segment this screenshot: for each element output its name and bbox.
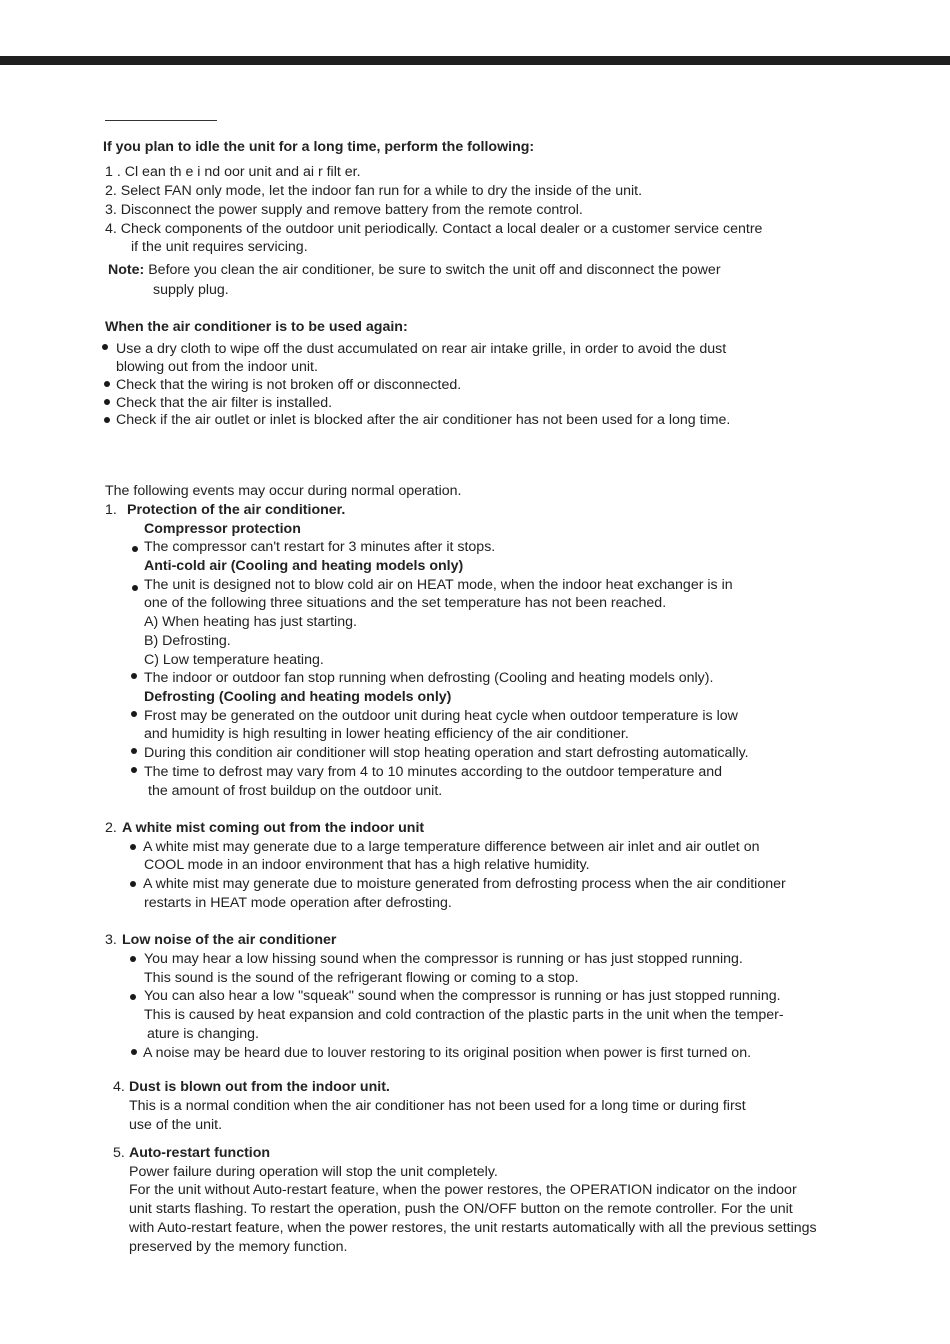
anti-cold-line-1: The unit is designed not to blow cold air on HEAT mode, when the indoor heat exchanger is in (144, 577, 733, 593)
event-2-title: A white mist coming out from the indoor unit (122, 820, 425, 836)
note-label: Note: (108, 262, 145, 278)
reuse-item-2: Check that the wiring is not broken off or disconnected. (116, 377, 462, 393)
defrost-line-5: the amount of frost buildup on the outdoor unit. (148, 783, 443, 799)
noise-line-3: You can also hear a low "squeak" sound when the compressor is running or has just stopped running. (144, 988, 781, 1004)
mist-line-1: A white mist may generate due to a large temperature difference between air inlet and air outlet on (143, 839, 760, 855)
dust-line-2: use of the unit. (129, 1117, 223, 1133)
storage-step-1: 1 . Cl ean th e i nd oor unit and ai r filt er. (105, 164, 361, 180)
bullet-icon (104, 399, 110, 405)
anti-cold-case-c: C) Low temperature heating. (144, 652, 324, 668)
bullet-icon (131, 748, 137, 754)
event-3-title: Low noise of the air conditioner (122, 932, 337, 948)
storage-step-4: 4. Check components of the outdoor unit periodically. Contact a local dealer or a customer service centre (105, 221, 763, 237)
storage-note (108, 261, 721, 279)
bullet-icon (132, 585, 138, 591)
note-text-cont: supply plug. (153, 282, 229, 298)
noise-line-6: A noise may be heard due to louver restoring to its original position when power is first turned on. (143, 1045, 752, 1061)
auto-restart-line-1: Power failure during operation will stop the unit completely. (129, 1164, 498, 1180)
anti-cold-fan-note: The indoor or outdoor fan stop running when defrosting (Cooling and heating models only). (144, 670, 714, 686)
dust-line-1: This is a normal condition when the air conditioner has not been used for a long time or during first (129, 1098, 746, 1114)
anti-cold-case-b: B) Defrosting. (144, 633, 231, 649)
noise-line-4: This is caused by heat expansion and cold contraction of the plastic parts in the unit when the temper- (144, 1007, 784, 1023)
event-4-title: Dust is blown out from the indoor unit. (129, 1079, 390, 1095)
event-1-title: Protection of the air conditioner. (127, 502, 346, 518)
reuse-item-4: Check if the air outlet or inlet is blocked after the air conditioner has not been used for a long time. (116, 412, 731, 428)
defrost-line-4: The time to defrost may vary from 4 to 10 minutes according to the outdoor temperature and (144, 764, 723, 780)
bullet-icon (131, 711, 137, 717)
mist-line-2: COOL mode in an indoor environment that has a high relative humidity. (144, 857, 590, 873)
anti-cold-title: Anti-cold air (Cooling and heating models only) (144, 558, 464, 574)
noise-line-2: This sound is the sound of the refrigerant flowing or coming to a stop. (144, 970, 579, 986)
event-5-title: Auto-restart function (129, 1145, 271, 1161)
reuse-item-3: Check that the air filter is installed. (116, 395, 333, 411)
bullet-icon (132, 546, 138, 552)
event-1-number: 1. (105, 502, 117, 518)
auto-restart-line-3: unit starts flashing. To restart the operation, push the ON/OFF button on the remote controller. For the unit (129, 1201, 793, 1217)
anti-cold-line-2: one of the following three situations and the set temperature has not been reached. (144, 595, 667, 611)
defrosting-title: Defrosting (Cooling and heating models only) (144, 689, 452, 705)
auto-restart-line-5: preserved by the memory function. (129, 1239, 348, 1255)
storage-step-3: 3. Disconnect the power supply and remove battery from the remote control. (105, 202, 583, 218)
note-text: Before you clean the air conditioner, be sure to switch the unit off and disconnect the power (148, 262, 721, 278)
bullet-icon (102, 344, 108, 350)
noise-line-1: You may hear a low hissing sound when the compressor is running or has just stopped running. (144, 951, 743, 967)
reuse-item-1: Use a dry cloth to wipe off the dust accumulated on rear air intake grille, in order to avoid the dust (116, 341, 727, 357)
event-4-number: 4. (113, 1079, 125, 1095)
bullet-icon (131, 767, 137, 773)
storage-step-2: 2. Select FAN only mode, let the indoor fan run for a while to dry the inside of the unit. (105, 183, 643, 199)
compressor-protection-text: The compressor can't restart for 3 minutes after it stops. (144, 539, 496, 555)
bullet-icon (130, 994, 136, 1000)
bullet-icon (130, 956, 136, 962)
defrost-line-1: Frost may be generated on the outdoor unit during heat cycle when outdoor temperature is low (144, 708, 738, 724)
reuse-heading: When the air conditioner is to be used again: (105, 319, 408, 335)
defrost-line-3: During this condition air conditioner will stop heating operation and start defrosting automatically. (144, 745, 749, 761)
compressor-protection-title: Compressor protection (144, 521, 301, 537)
event-2-number: 2. (105, 820, 117, 836)
bullet-icon (130, 881, 136, 887)
defrost-line-2: and humidity is high resulting in lower heating efficiency of the air conditioner. (144, 726, 629, 742)
section-title-rule (105, 120, 217, 121)
anti-cold-case-a: A) When heating has just starting. (144, 614, 357, 630)
storage-step-4-cont: if the unit requires servicing. (131, 239, 308, 255)
event-5-number: 5. (113, 1145, 125, 1161)
bullet-icon (131, 673, 137, 679)
mist-line-3: A white mist may generate due to moisture generated from defrosting process when the air conditioner (143, 876, 786, 892)
event-3-number: 3. (105, 932, 117, 948)
auto-restart-line-4: with Auto-restart feature, when the power restores, the unit restarts automatically with all the previous settings (129, 1220, 817, 1236)
reuse-item-1-cont: blowing out from the indoor unit. (116, 359, 318, 375)
noise-line-5: ature is changing. (147, 1026, 259, 1042)
events-intro: The following events may occur during normal operation. (105, 483, 462, 499)
bullet-icon (104, 417, 110, 423)
bullet-icon (104, 381, 110, 387)
mist-line-4: restarts in HEAT mode operation after defrosting. (144, 895, 452, 911)
storage-heading: If you plan to idle the unit for a long time, perform the following: (103, 139, 535, 155)
header-bar (0, 56, 950, 65)
bullet-icon (130, 844, 136, 850)
auto-restart-line-2: For the unit without Auto-restart feature, when the power restores, the OPERATION indicator on the indoor (129, 1182, 797, 1198)
bullet-icon (131, 1049, 137, 1055)
